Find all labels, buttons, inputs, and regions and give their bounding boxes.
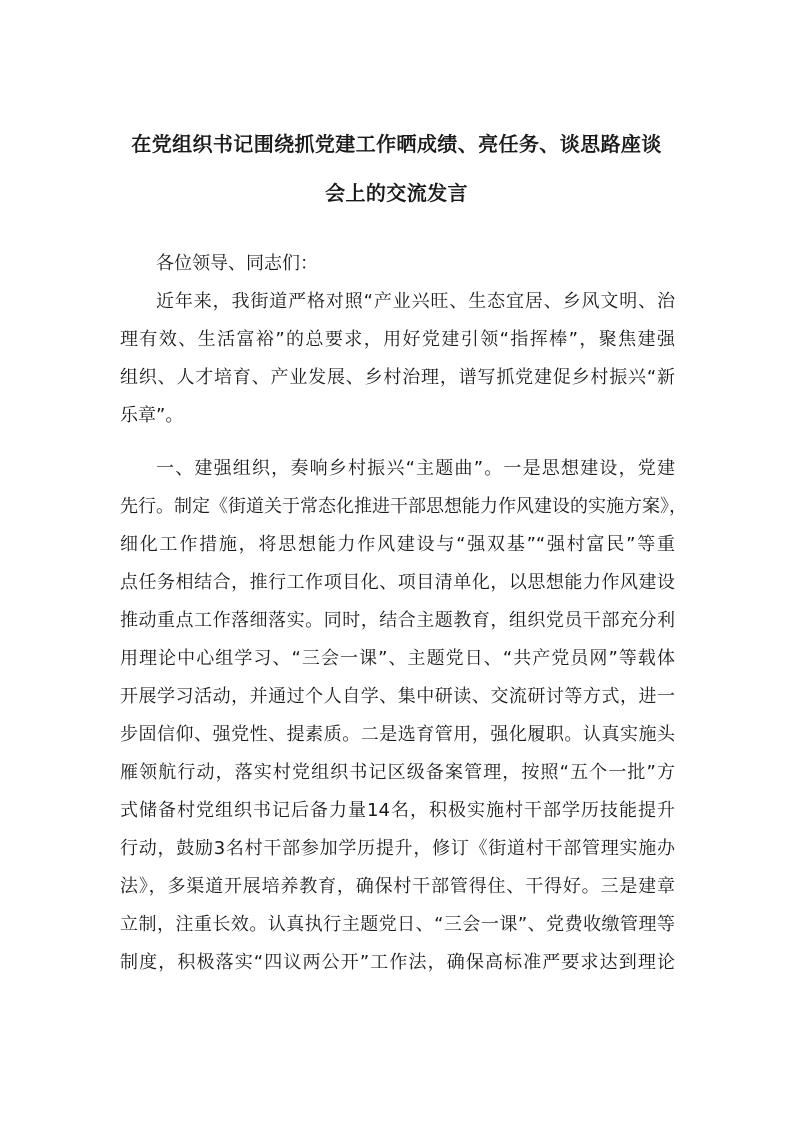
body-line: 立制，注重长效。认真执行主题党日、“三会一课”、党费收缴管理等 [120,914,675,935]
document-title-line-1: 在党组织书记围绕抓党建工作晒成绩、亮任务、谈思路座谈 [131,132,662,156]
body-line: 细化工作措施，将思想能力作风建设与“强双基”“强村富民”等重 [120,534,675,555]
body-line: 行动，鼓励3名村干部参加学历提升，修订《街道村干部管理实施办 [120,838,675,859]
document-title-line-2: 会上的交流发言 [325,181,468,205]
body-line: 先行。制定《街道关于常态化推进干部思想能力作风建设的实施方案》， [120,496,687,517]
body-line: 一、建强组织，奏响乡村振兴“主题曲”。一是思想建设，党建 [156,458,675,479]
body-line: 理有效、生活富裕”的总要求，用好党建引领“指挥棒”，聚焦建强 [120,329,675,350]
body-line: 乐章”。 [120,405,184,426]
body-line: 点任务相结合，推行工作项目化、项目清单化，以思想能力作风建设 [120,572,675,593]
body-line: 雁领航行动，落实村党组织书记区级备案管理，按照“五个一批”方 [120,762,675,783]
body-line: 用理论中心组学习、“三会一课”、主题党日、“共产党员网”等载体 [120,648,675,669]
body-line: 式储备村党组织书记后备力量14名，积极实施村干部学历技能提升 [120,800,675,821]
body-line: 法》，多渠道开展培养教育，确保村干部管得住、干得好。三是建章 [120,876,675,897]
body-line: 开展学习活动，并通过个人自学、集中研读、交流研讨等方式，进一 [120,686,675,707]
body-line: 组织、人才培育、产业发展、乡村治理，谱写抓党建促乡村振兴“新 [120,367,675,388]
body-line: 制度，积极落实“四议两公开”工作法，确保高标准严要求达到理论 [120,952,675,973]
body-line: 近年来，我街道严格对照“产业兴旺、生态宜居、乡风文明、治 [156,291,675,312]
body-line: 步固信仰、强党性、提素质。二是选育管用，强化履职。认真实施头 [120,724,675,745]
body-line: 推动重点工作落细落实。同时，结合主题教育，组织党员干部充分利 [120,610,675,631]
salutation: 各位领导、同志们： [156,253,318,274]
